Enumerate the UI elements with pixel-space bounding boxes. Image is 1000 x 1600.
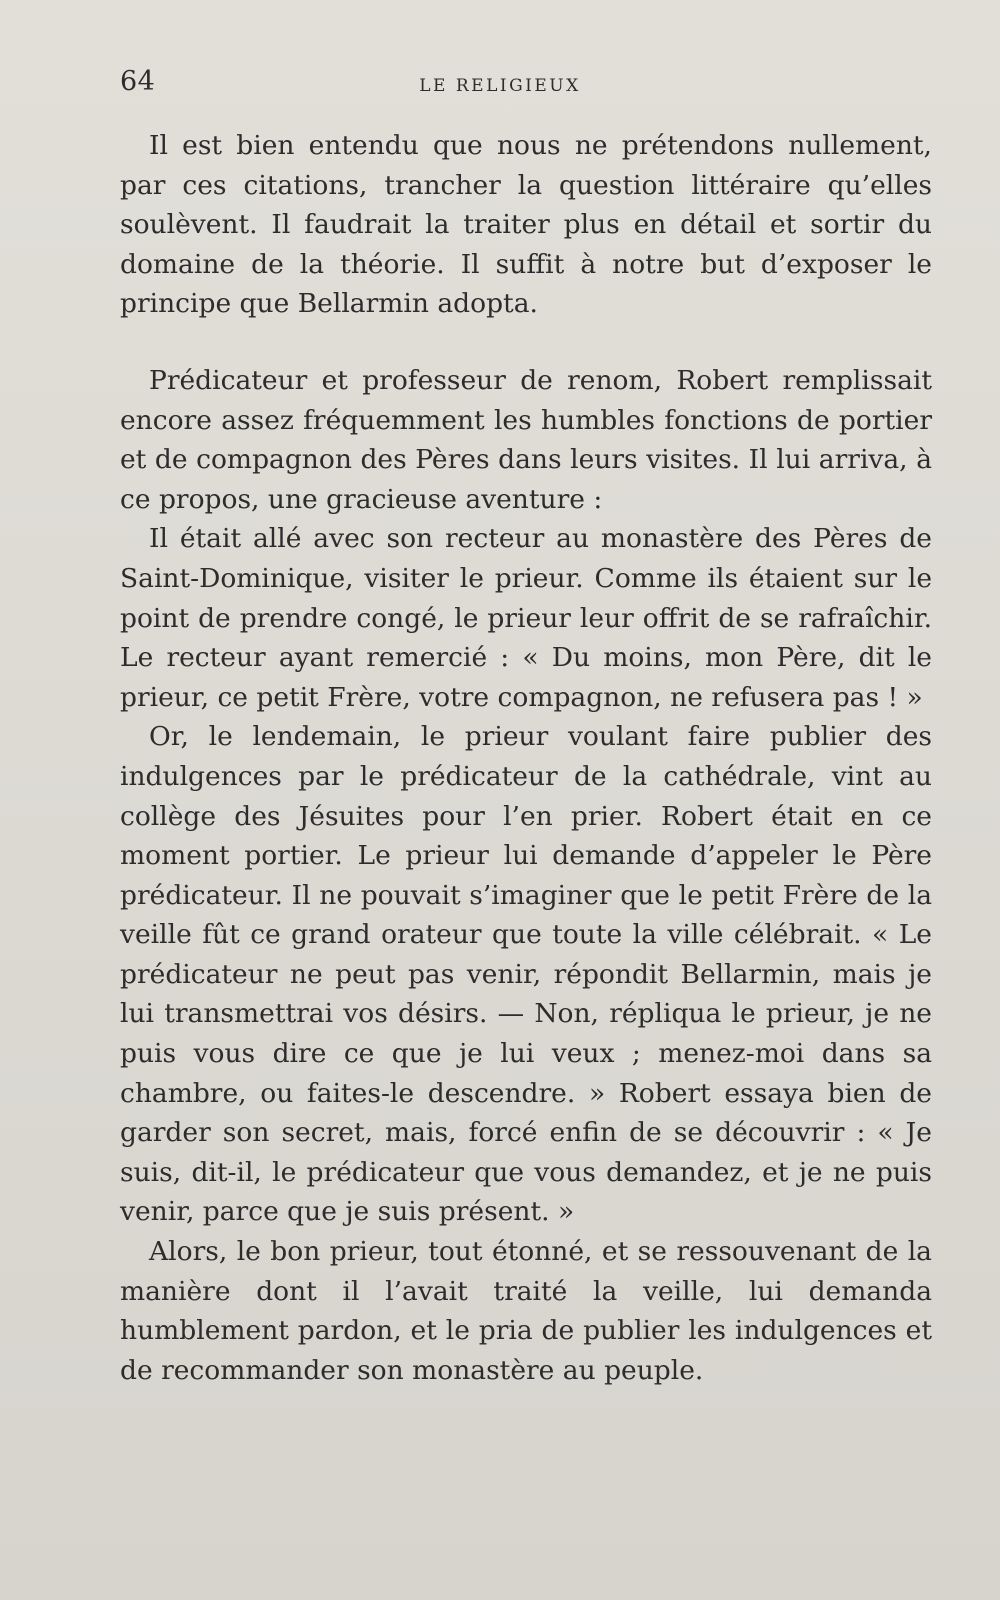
page-number: 64 — [120, 66, 156, 97]
paragraph-3: Il était allé avec son recteur au monastère des Pères de Saint-Dominique, visiter le prieur. Comme ils étaient sur le point de prendre congé, le prieur leur offrit de se rafraîchir. Le recteur ayant remercié : « Du moins, mon Père, dit le prieur, ce petit Frère, votre compagnon, ne refusera pas ! » — [120, 523, 932, 713]
body-text — [120, 126, 932, 1390]
paragraph-4: Or, le lendemain, le prieur voulant faire publier des indulgences par le prédicateur de la cathédrale, vint au collège des Jésuites pour l’en prier. Robert était en ce moment portier. Le prieur lui demande d’appeler le Père prédicateur. Il ne pouvait s’imaginer que le petit Frère de la veille fût ce grand orateur que toute la ville célébrait. « Le prédicateur ne peut pas venir, répondit Bellarmin, mais je lui transmettrai vos désirs. — Non, répliqua le prieur, je ne puis vous dire ce que je lui veux ; menez-moi dans sa chambre, ou faites-le descendre. » Robert essaya bien de garder son secret, mais, forcé enfin de se découvrir : « Je suis, dit-il, le prédicateur que vous demandez, et je ne puis venir, parce que je suis présent. » — [120, 721, 932, 1228]
paragraph-1: Il est bien entendu que nous ne prétendons nullement, par ces citations, trancher la question littéraire qu’elles soulèvent. Il faudrait la traiter plus en détail et sortir du domaine de la théorie. Il suffit à notre but d’exposer le principe que Bellarmin adopta. — [120, 130, 932, 320]
paragraph-5: Alors, le bon prieur, tout étonné, et se ressouvenant de la manière dont il l’avait traité la veille, lui demanda humblement pardon, et le pria de publier les indulgences et de recommander son monastère au peuple. — [120, 1236, 932, 1386]
running-title: LE RELIGIEUX — [419, 76, 581, 96]
paragraph-2: Prédicateur et professeur de renom, Robert remplissait encore assez fréquemment les humbles fonctions de portier et de compagnon des Pères dans leurs visites. Il lui arriva, à ce propos, une gracieuse aventure : — [120, 364, 932, 515]
